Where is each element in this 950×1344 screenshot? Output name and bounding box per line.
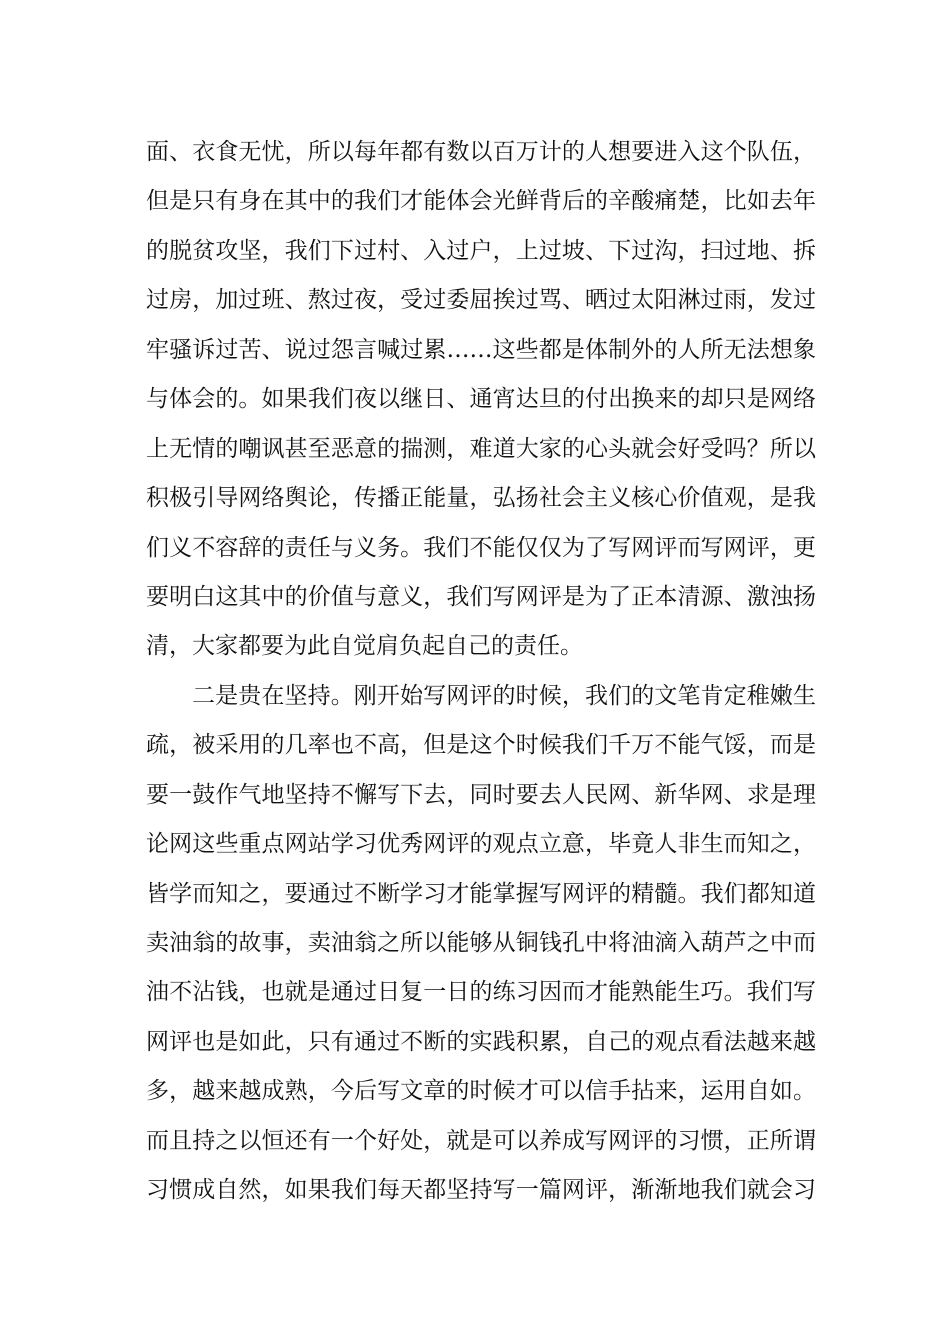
paragraph-1-line-9: 们义不容辞的责任与义务。我们不能仅仅为了写网评而写网评，更	[146, 534, 816, 561]
paragraph-2-line-5: 皆学而知之，要通过不断学习才能掌握写网评的精髓。我们都知道	[146, 880, 816, 907]
paragraph-2-line-6: 卖油翁的故事，卖油翁之所以能够从铜钱孔中将油滴入葫芦之中而	[146, 930, 816, 956]
paragraph-1-line-7: 上无情的嘲讽甚至恶意的揣测，难道大家的心头就会好受吗？所以	[146, 435, 816, 462]
paragraph-1-line-5: 牢骚诉过苦、说过怨言喊过累……这些都是体制外的人所无法想象	[146, 336, 816, 363]
paragraph-2-line-10: 而且持之以恒还有一个好处，就是可以养成写网评的习惯，正所谓	[146, 1127, 816, 1154]
paragraph-2-line-8: 网评也是如此，只有通过不断的实践积累，自己的观点看法越来越	[146, 1028, 816, 1055]
paragraph-2-line-9: 多，越来越成熟，今后写文章的时候才可以信手拈来，运用自如。	[146, 1078, 816, 1105]
paragraph-1-line-2: 但是只有身在其中的我们才能体会光鲜背后的辛酸痛楚，比如去年	[146, 188, 816, 215]
paragraph-1-line-3: 的脱贫攻坚，我们下过村、入过户，上过坡、下过沟，扫过地、拆	[146, 237, 816, 264]
paragraph-1-line-6: 与体会的。如果我们夜以继日、通宵达旦的付出换来的却只是网络	[146, 386, 816, 413]
paragraph-2-line-4: 论网这些重点网站学习优秀网评的观点立意，毕竟人非生而知之，	[146, 831, 816, 858]
paragraph-2-line-7: 油不沾钱，也就是通过日复一日的练习因而才能熟能生巧。我们写	[146, 979, 816, 1006]
paragraph-1-line-1: 面、衣食无忧，所以每年都有数以百万计的人想要进入这个队伍，	[146, 139, 816, 165]
paragraph-1-line-4: 过房，加过班、熬过夜，受过委屈挨过骂、晒过太阳淋过雨，发过	[146, 287, 816, 314]
paragraph-1-line-8: 积极引导网络舆论，传播正能量，弘扬社会主义核心价值观，是我	[146, 485, 816, 512]
paragraph-2-line-3: 要一鼓作气地坚持不懈写下去，同时要去人民网、新华网、求是理	[146, 781, 816, 808]
body-text	[146, 128, 816, 1216]
paragraph-1-line-11: 清，大家都要为此自觉肩负起自己的责任。	[146, 633, 583, 660]
paragraph-2-line-2: 疏，被采用的几率也不高，但是这个时候我们千万不能气馁，而是	[146, 732, 816, 759]
paragraph-2-line-11: 习惯成自然，如果我们每天都坚持写一篇网评，渐渐地我们就会习	[146, 1177, 816, 1204]
paragraph-1-line-10: 要明白这其中的价值与意义，我们写网评是为了正本清源、激浊扬	[146, 583, 816, 610]
paragraph-2-line-1: 二是贵在坚持。刚开始写网评的时候，我们的文笔肯定稚嫩生	[192, 682, 816, 709]
